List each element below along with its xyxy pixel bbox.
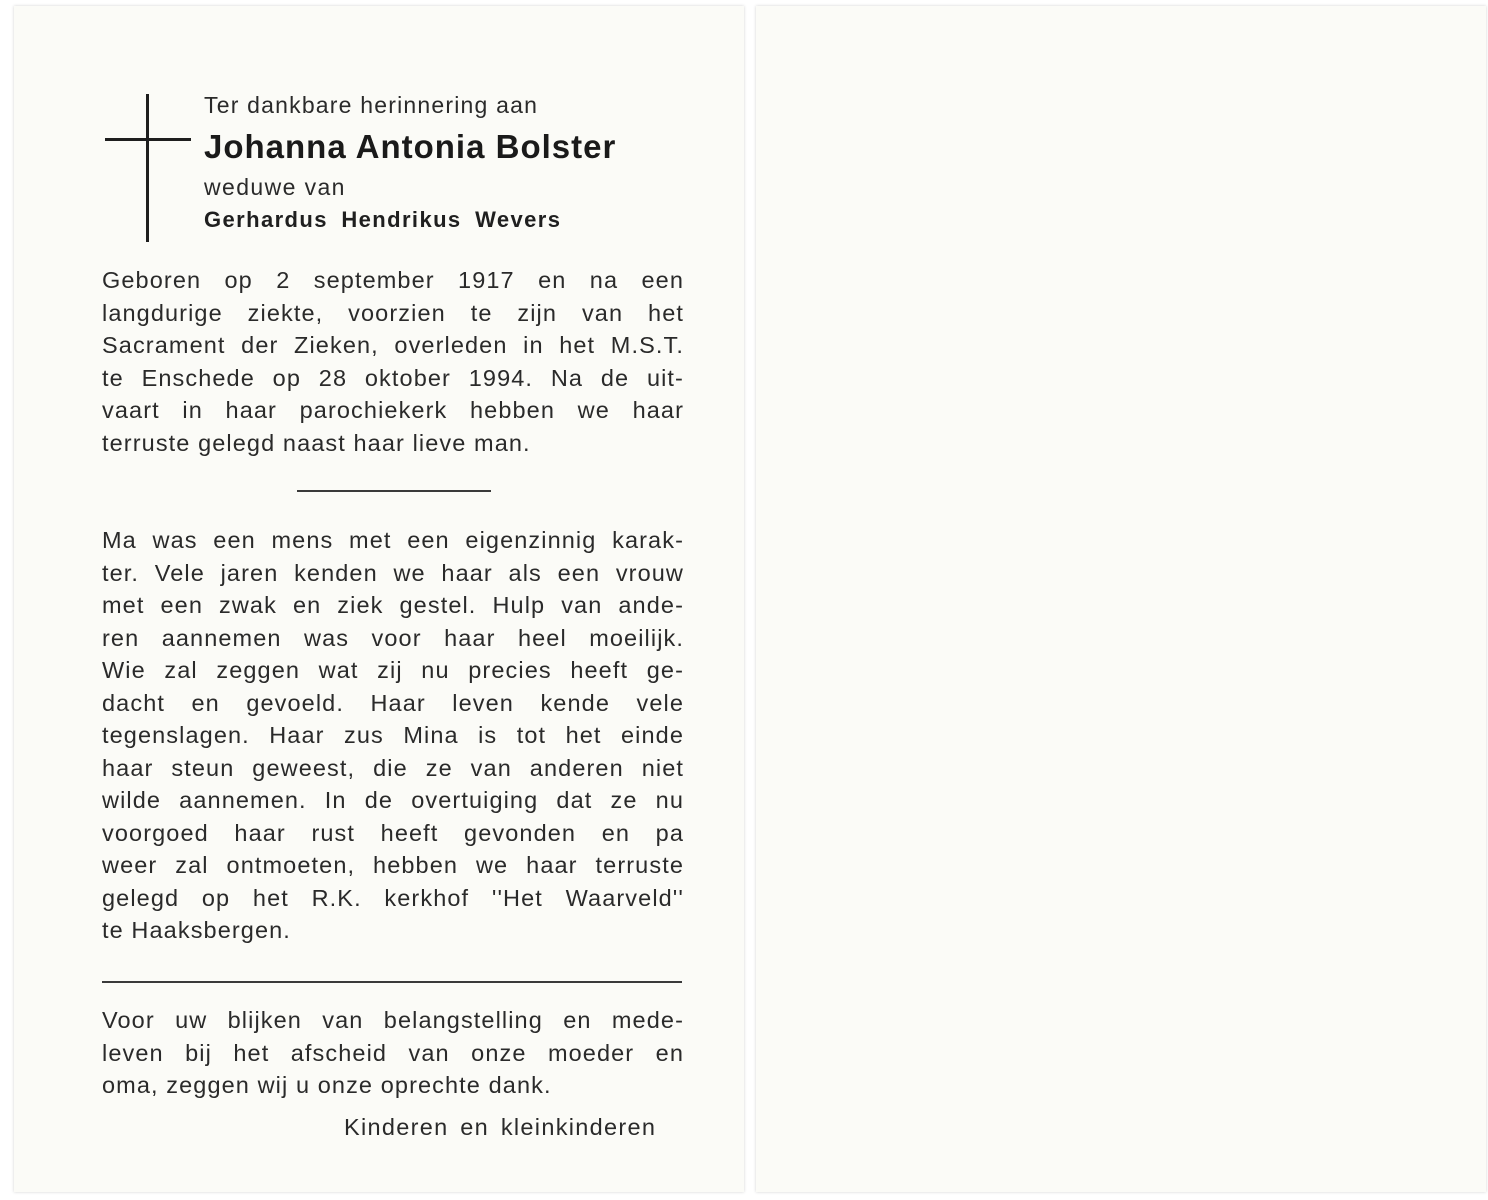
- text-line: ter. Vele jaren kenden we haar als een vrouw: [102, 559, 684, 586]
- cross-icon-bar: [105, 138, 191, 141]
- thanks-paragraph: [102, 1004, 684, 1102]
- deceased-name: Johanna Antonia Bolster: [204, 128, 617, 165]
- text-line: gelegd op het R.K. kerkhof ''Het Waarveld'': [102, 884, 684, 911]
- text-line: Ma was een mens met een eigenzinnig karak-: [102, 527, 684, 553]
- text-line: Wie zal zeggen wat zij nu precies heeft ge-: [102, 657, 684, 683]
- text-line: vaart in haar parochiekerk hebben we haar: [102, 397, 684, 423]
- text-line: dacht en gevoeld. Haar leven kende vele: [102, 689, 684, 716]
- tribute-paragraph: [102, 524, 684, 947]
- separator-long: [102, 981, 682, 983]
- text-line: langdurige ziekte, voorzien te zijn van het: [102, 299, 684, 326]
- text-line: Geboren op 2 september 1917 en na een: [102, 267, 684, 293]
- biography-paragraph: [102, 264, 684, 459]
- text-line: te Enschede op 28 oktober 1994. Na de uit-: [102, 364, 684, 391]
- memorial-card-back: [756, 6, 1486, 1192]
- intro-line: Ter dankbare herinnering aan: [204, 92, 539, 118]
- relation-line: weduwe van: [204, 174, 346, 200]
- text-line: haar steun geweest, die ze van anderen niet: [102, 754, 684, 781]
- spouse-name: Gerhardus Hendrikus Wevers: [204, 207, 562, 232]
- text-line: oma, zeggen wij u onze oprechte dank.: [102, 1072, 552, 1098]
- text-line: Sacrament der Zieken, overleden in het M.S.T.: [102, 332, 684, 358]
- signature: Kinderen en kleinkinderen: [344, 1114, 657, 1140]
- text-line: terruste gelegd naast haar lieve man.: [102, 429, 531, 456]
- text-line: Voor uw blijken van belangstelling en mede-: [102, 1007, 684, 1033]
- memorial-card-front: [14, 6, 744, 1192]
- separator-short: [297, 490, 491, 492]
- text-line: leven bij het afscheid van onze moeder en: [102, 1039, 684, 1066]
- text-line: wilde aannemen. In de overtuiging dat ze nu: [102, 787, 684, 813]
- text-line: te Haaksbergen.: [102, 917, 291, 943]
- text-line: voorgoed haar rust heeft gevonden en pa: [102, 819, 684, 846]
- cross-icon: [146, 94, 149, 242]
- text-line: tegenslagen. Haar zus Mina is tot het einde: [102, 722, 684, 748]
- text-line: weer zal ontmoeten, hebben we haar terruste: [102, 852, 684, 878]
- text-line: ren aannemen was voor haar heel moeilijk.: [102, 624, 684, 651]
- text-line: met een zwak en ziek gestel. Hulp van ande-: [102, 592, 684, 618]
